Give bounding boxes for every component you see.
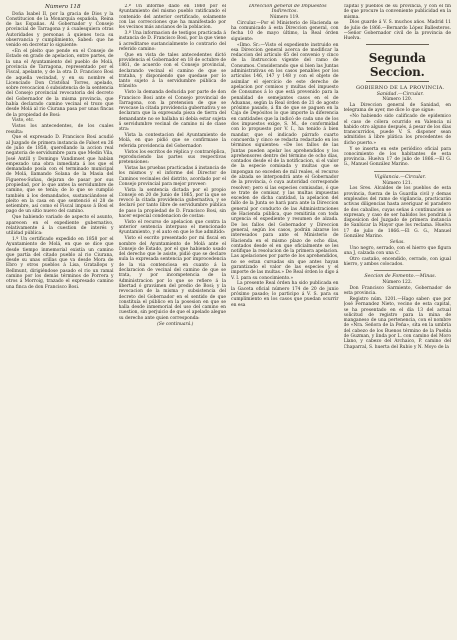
- paragraph: Don Francisco Sarmiento, Gobernador de esta provincia.: [343, 285, 451, 297]
- section-subtitle: GOBIERNO DE LA PROVINCIA.: [355, 84, 445, 91]
- column-3: [231, 4, 339, 640]
- column-2: [119, 4, 227, 640]
- divider: [366, 44, 430, 45]
- subheading: Señas.: [389, 239, 405, 245]
- paragraph: Vistos los antecedentes, de los cuales resulta:: [6, 124, 114, 135]
- paragraph: La presente Real órden ha sido publicada en la Gaceta oficial número 174 de 20 de junio próximo pasado; lo participo á V. S. para su cumplimiento en los casos que puedan ocurrir en esa: [231, 281, 339, 308]
- article-number: Número 122.: [382, 280, 413, 286]
- column-1: [6, 4, 114, 640]
- paragraph: «En el pleito que pende en el Consejo de Estado en grado de apelacion, entre partes, de la una el Ayuntamiento del pueblo de Molá, provincia de Tarragona, representado por el Fiscal, apelante, y de la otra D. Francisco Bosi de aquella vecindad, y en su nombre el Licenciado Don Cristóbal Torres, apelado, sobre revocacion ó subsistencia de la sentencia del Consejo provincial revocatoria del decreto del Gobernador de la misma provincia, que había declarado camino vecinal el trozo que desde Molá al rio Ciurana pasa por unas fincas de la propiedad de Bosi:: [6, 49, 114, 118]
- paragraph: «No habiendo sido calificado de epidemico el caso de cólera ocurrido en Valencia ni habido otro alguno después, á pesar de los días transcurridos, puede V. S. disponer sean admitidos á libre plática los procedentes de dicho puerto.»: [343, 114, 451, 146]
- paragraph: 1.º Un certificado expedido en 1858 por el Ayuntamiento de Molá, en que se dice que desde tiempo inmemorial existía un camino que partía del citado pueblo al rio Ciurana, desde su unas orillas que va desde Mora de Ebro y otros pueblos á Lisa, Gratallops y Bellmunt, dirigiéndose pasado el rio un ramal camino por los demás términos de Porrera y otros á Morroig, trazado el expresado camino una finca de don Francisco Bosi.: [6, 236, 114, 290]
- divider: [366, 81, 430, 82]
- paragraph: Visto el escrito presentado por mi fiscal en nombre del Ayuntamiento de Molá ante el Consejo de Estado, por el que habiendo usado del derecho que le asiste, pidió que se declare nula la expresada sentencia por improcedencia de la via contenciosa en cuanto á la declaracion de vecinal del camino de que se trata, y por incompetencia de la Administracion por lo que se refiere á la libertad ó gravámen del predio de Bosi; y la revocacion de la misma y subsistencia del decreto del Gobernador en el sentido de que constituía el público en la posesion en que se halla desde inmemorial del uso del camino en cuestion, sin perjuicio de que el apelado alegue su derecho ante quien corresponda:: [118, 236, 226, 321]
- paragraph: Dios guarde á V. S. muchos años. Madrid 11 de julio de 1866.—Bernardo López Ballesteros.—Señor Gobernador civil de la provincia de Huelva.: [343, 20, 451, 42]
- paragraph: Los Sres. Alcaldes de los pueblos de esta provincia, fuerza de la Guardia civil y demas empleados del ramo de vigilancia, practicarán activas diligencias hasta averiguar el paradero de dos caballos, cuyas señas á continuacion se expresan; y caso de ser habidos los pondrán á disposicion del Juzgado de primera instancia de Sanlúcar la Mayor que los reclama. Huelva 17 de julio de 1866.—El G. G., Manuel González Marino.: [343, 186, 451, 239]
- article-number: Número 120.: [382, 97, 413, 103]
- paragraph: capital y pueblos de su provincia, y con el fin de que procure la conveniente publicidad en la misma.: [343, 4, 451, 20]
- paragraph: Doña Isabel II, por la gracia de Dios y la Constitucion de la Monarquía española, Reina de las Españas. Al Gobernador y Consejo provincial de Tarragona y á cualesquiera otras Autoridades y personas á quienes toca su observancia y cumplimiento, Sabed: que he venido en decretar lo siguiente:: [6, 11, 114, 49]
- paragraph: Visto, etc.: [12, 118, 35, 124]
- paragraph: Uno negro, serrado, con el hierro que figura una J, calzada con una C.: [343, 245, 451, 256]
- paragraph: Visto la demanda deducida por parte de don Francisco Bosi ante el Consejo provincial de Tarragona, con la pretension de que se revocase la citada providencia gubernativa y se declarara que la expresada pieza de tierra del demandante no se hallaba ni debía estar sujeta á servidumbre vecinal de camino ni de clase otra:: [118, 90, 226, 133]
- paragraph: La Direccion general de Sanidad, en telegrama de ayer, me dice lo que sigue:: [343, 103, 451, 114]
- article-number: Número 121.: [382, 180, 413, 186]
- paragraph: «Ilmo. Sr.:—Visto el expediente instruido en esa Direccion general acerca de modificar la redaccion del artículo 65 del convenio y cinco de la Instruccion vigente del ramo de Consumos. Considerando que si bien las Juntas administrativas en los casos penables por los artículos 146, 147 y 148 y con el objeto de asimilar el ejercicio de este derecho de apelacion por comisos y multas del impuesto de Consumos á lo que está prevenido para la penalidad de semejantes casos en el de Aduanas, según la Real órden de 21 de agosto próximo pasado, á fin de que se paguen en la Caja de Depósitos lo que importe la diferencia en cantidades que la indicó de cada uno de los dos impuestos exige, S. M., de conformidad con lo propuesto por V. I., ha tenido á bien mandar, que el indicado párrafo cuarto concuerda y cinco se redacta redactado en los términos siguientes: «De los fallos de las Juntas pueden apelar los aprehendidos y los aprehensores dentro del término de ocho días, contados desde el de la notificacion, si el valor de la especie comisada y multas que se impongan no exceden de mil reales, el recurso de alzada se interpondrá ante el Gobernador de la provincia, ó cuya autoridad corresponde resolver; pero si las especies comisadas, ó que se trate de comisar, y las multas impuestas exceden de dicha cantidad, la apelacion del fallo de la Junta se hará para ante la Direccion general por conducto de las Administraciones de Hacienda pública, que remitirán con toda urgencia el expediente y resumen de alzada. De los fallos del Gobernador y Direccion general, según los casos, podrán alzarse los interesados para ante el Ministerio de Hacienda en el mismo plazo de ocho días, contados desde el en que oficialmente se les notifique la resolucion de la primera apelacion. Las apelaciones por parte de los aprehendidos, no se estan cursadas sin que antes hayan garantizado el valor de las especies y el importe de las multas.» De Real órden lo digo á V. I. para su conocimiento.»: [231, 42, 339, 281]
- section-title: Segunda Seccion.: [368, 50, 426, 79]
- paragraph: Visto el recurso de apelacion que contra la anterior sentencia interpuso el mencionado Ayuntamiento, y el auto en que le fue admitido:: [118, 219, 226, 236]
- divider: [374, 171, 422, 172]
- column-4: [344, 4, 452, 640]
- continuation-note: (Se continuará.): [157, 321, 194, 327]
- paragraph: 2.º Un informe dado en 1860 por el Ayuntamiento del mismo pueblo ratificando el contenido del anterior certificado, solamente con las correcciones que ha manifestado por los vecinos más ancianos de la poblacion.: [118, 4, 226, 31]
- paragraph: Y se inserta en este periódico oficial para conocimiento de los habitantes de esta provincia. Huelva 17 de julio de 1866.—El G. G., Manuel González Marino.: [343, 146, 451, 168]
- article-number: Número 119.: [269, 15, 300, 21]
- paragraph: Que en vista de tales antecedentes dictó providencia el Gobernador en 18 de octubre de 1861, de acuerdo con el Consejo provincial, declarando vecinal el camino de que se trataba, y disponiendo que quedase por lo tanto sujeto á la servidumbre pública de tránsito:: [118, 52, 226, 90]
- article-number: Número 118: [44, 4, 81, 10]
- paragraph: Registro núm. 1201.—Hago saber: que por José Fernandez Nieto, vecino de esta capital, se ha presentado en el día 13 del actual solicitud de registro para la mina de manganeso de una pertenencia, con el nombre de «Nra. Señora de la Peña», sita en la umbría del cabezo de los Buenos término de la Puebla de Guzman, y linda por L. con camino del Moro Llano, y cabezo del Archaico, P. camino del Chaparral, S. huerta del Rubio y N. Moyo de la: [343, 296, 451, 350]
- paragraph: Circular.—Por el Ministerio de Hacienda se ha comunicado á esta Direccion general, con fecha 10 de mayo último, la Real órden siguiente:: [231, 20, 339, 42]
- divider: [374, 270, 422, 271]
- paragraph: Vista la sentencia dictada por el propio Consejo en 20 de Junio de 1865, por la que se revocó la citada providencia gubernativa, y se declaró por tanto libre de servidumbre pública de paso la propiedad de D. Francisco Bosi, sin hacer especial condenacion de costas:: [118, 187, 226, 220]
- paragraph: Vista la contestacion del Ayuntamiento de Molá, en que pidió que se confirmase la referida providencia del Gobernador:: [118, 133, 226, 149]
- paragraph: Que el expresado D. Francisco Bosí acudió al Juzgado de primera instancia de Falset en 26 de julio de 1858, querellando la accion real negatoria de servidumbre para que Medin Vila, José Antill y Domingo Vandimset que habían empezado una obra inmediata á los que el demandado posía con el terminado municipal de Molá, llamando Solana de la Masia del Figueres-Suñau, dejaran de pasar por sus propiedad, por lo que antes la servidumbre de camino, que se tenia; de lo que se cumplió también á los demandados, sustanciándose el pleito en la casa en que sentenció el 28 de setiembre, así como el Fiscal impuso á Bosi el pago de un sitio nuevo del camino.: [6, 135, 114, 215]
- section-heading: Direccion general de Impuestos Indirectos.: [248, 4, 327, 15]
- paragraph: Que habiendo variado de aspecto el asunto, aparecen en el expediente gubernativo, relativamente á la cuestion de interés y utilidad pública:: [6, 215, 114, 237]
- paragraph: 3.º Una informacion de testigos practicada á instancia de D. Francisco Bosi, por la que viene á acreditarse sustancialmente lo contrario del referido camino:: [118, 30, 226, 52]
- subsection-heading: Vigilancia.—Circular.: [374, 174, 426, 180]
- subsection-heading: Sanidad.—Circular.: [376, 91, 424, 97]
- subsection-heading: Seccion de Fomento.—Minas.: [364, 274, 437, 280]
- paragraph: Otro castaño, encendido, cerrado, con igual hierro, y ambos colocados.: [343, 256, 451, 267]
- paragraph: Vistos los escritos de réplica y contraréplica, reproduciendo las partes sus respectivas pretensiones:: [118, 149, 226, 166]
- paragraph: Vistas las pruebas practicadas á instancia de los mismos y el informe del Director de Caminos vecinales del distrito, acordado por el Consejo provincial para mejor proveer:: [118, 165, 226, 187]
